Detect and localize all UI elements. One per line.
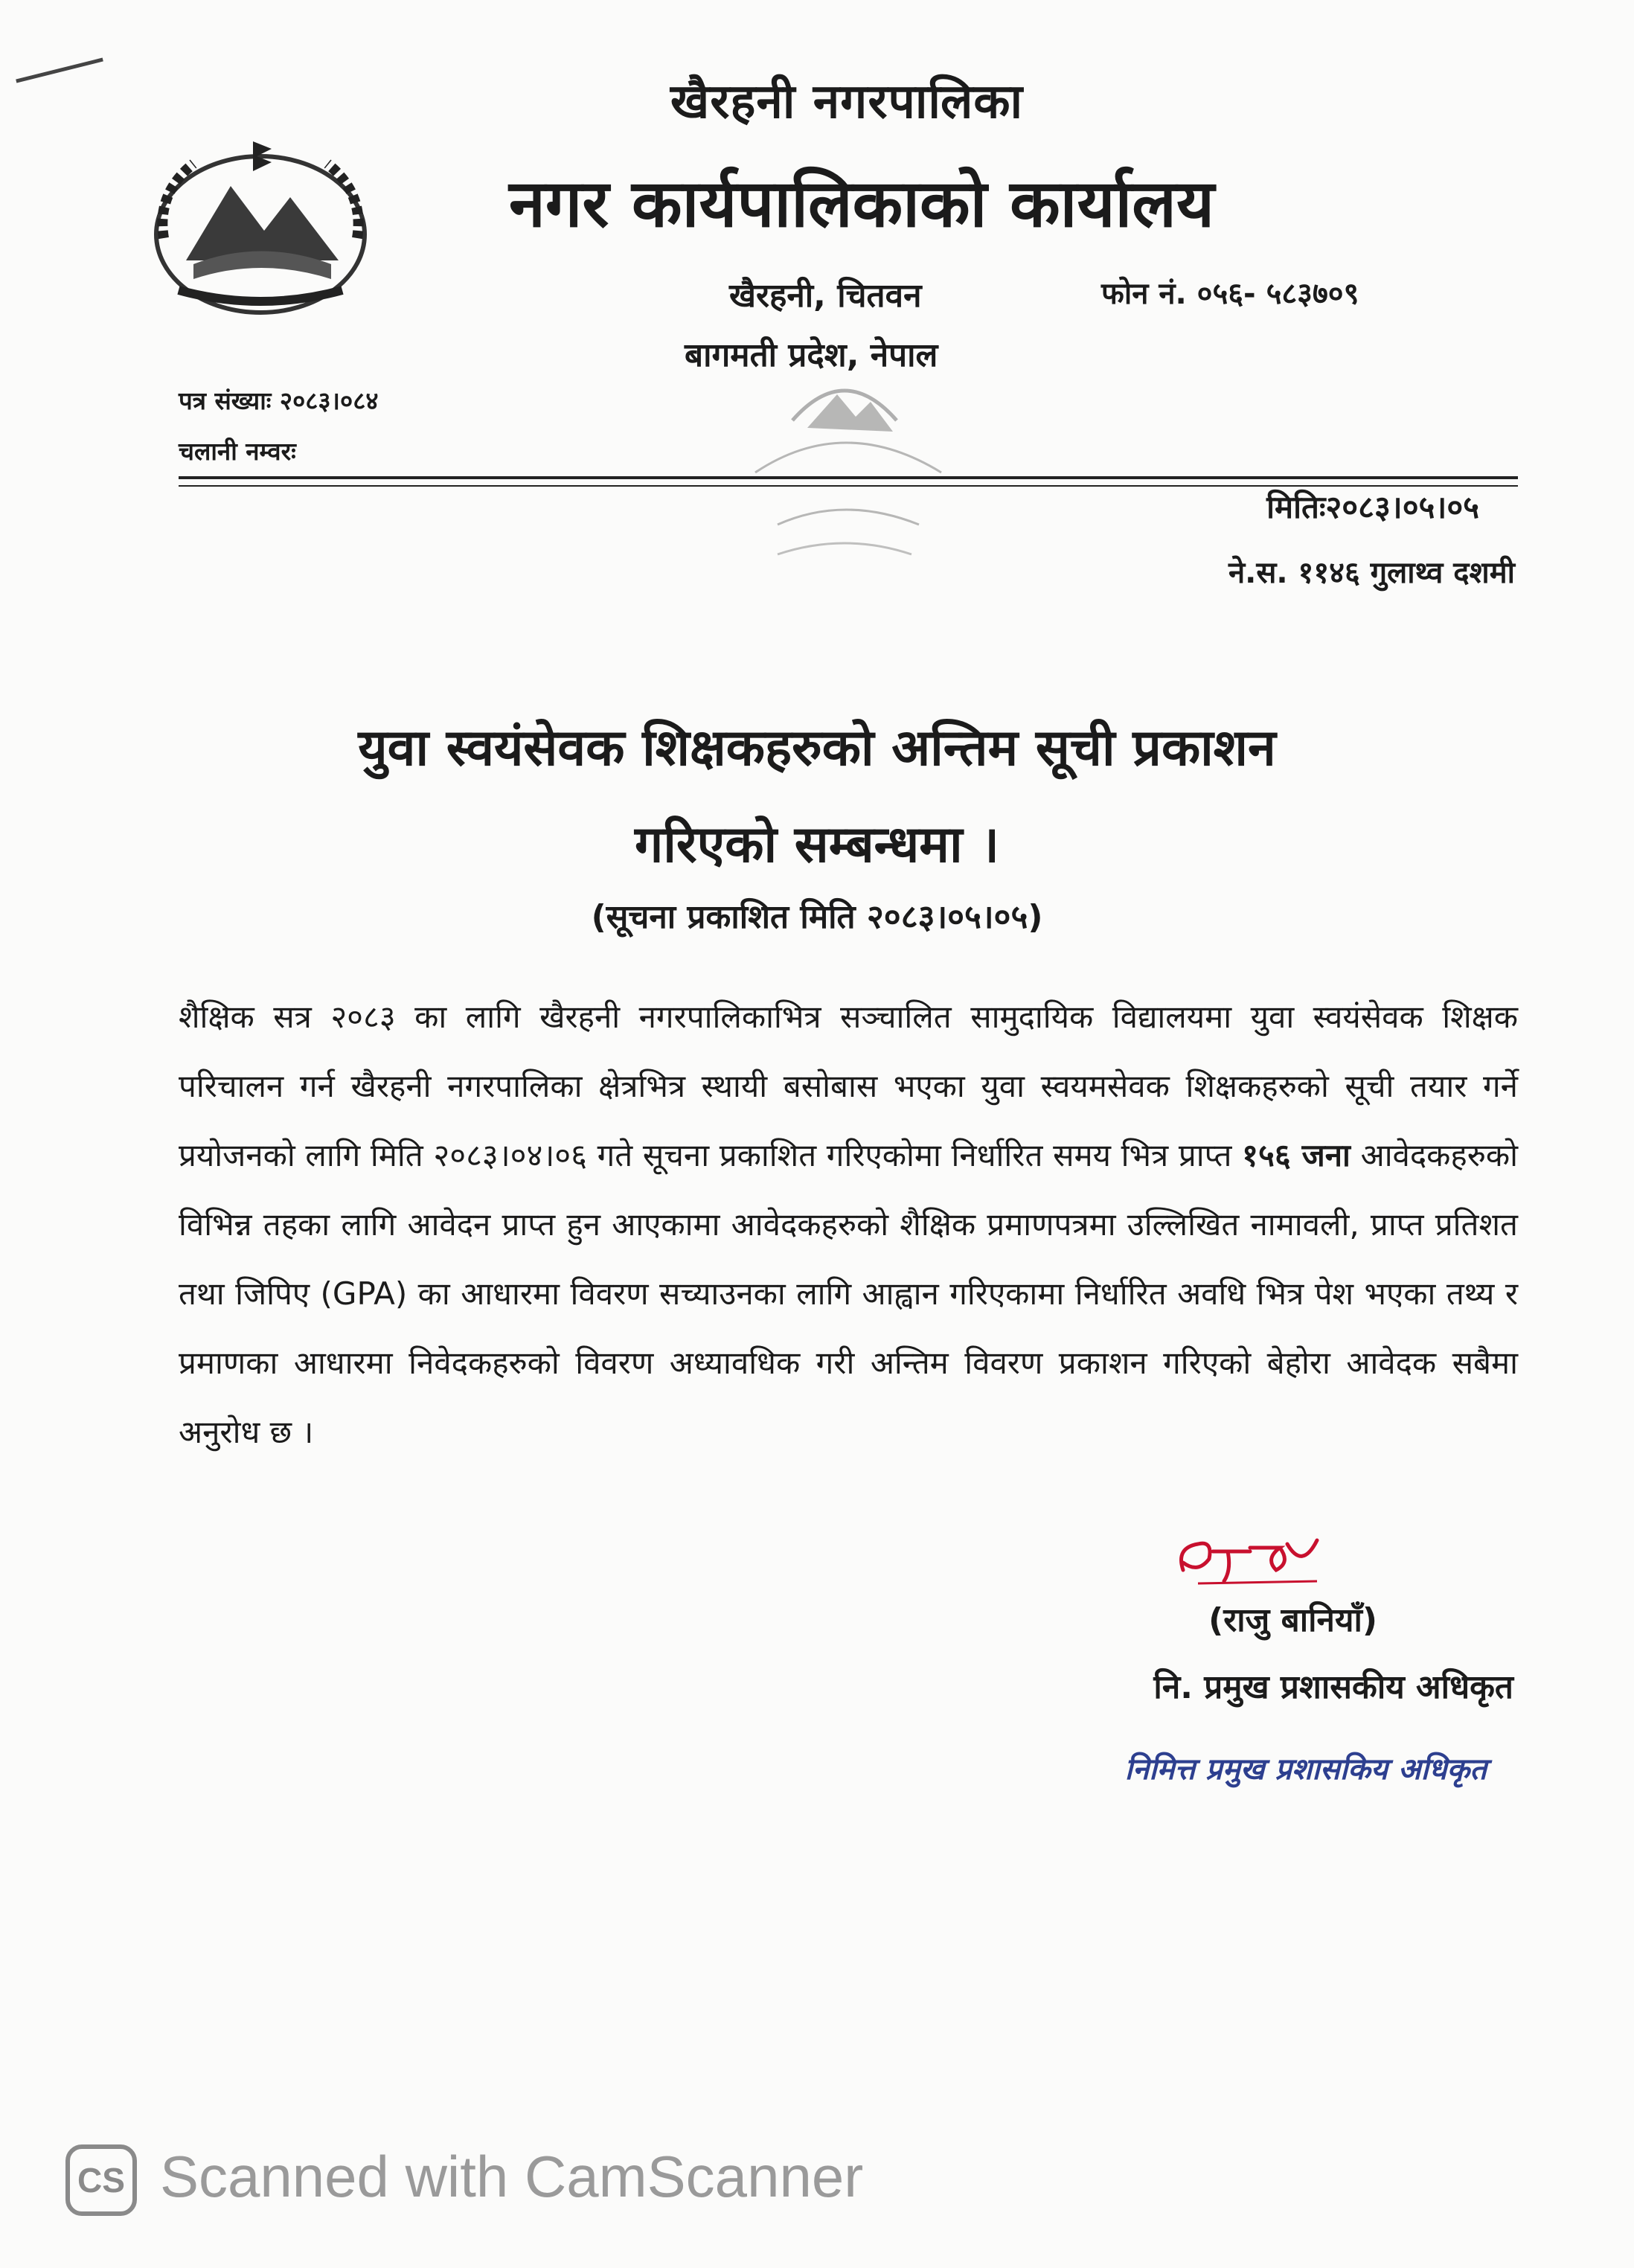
nepal-era-date: ने.स. ११४६ गुलाथ्व दशमी <box>1228 556 1515 590</box>
notice-body <box>179 982 1518 1467</box>
body-text-part-2: आवेदकहरुको विभिन्न तहका लागि आवेदन प्राप्त हुन आएकामा आवेदकहरुको शैक्षिक प्रमाणपत्रमा उल्लिखित नामावली, प्राप्त प्रतिशत तथा जिपिए (GPA) का आधारमा विवरण सच्याउनका लागि आह्वान गरिएकामा निर्धारित अवधि भित्र पेश भएका तथ्य र प्रमाणका आधारमा निवेदकहरुको विवरण अध्यावधिक गरी अन्तिम विवरण प्रकाशन गरिएको बेहोरा आवेदक सबैमा अनुरोध छ । <box>179 1137 1518 1450</box>
address-line-1: खैरहनी, चितवन <box>729 277 922 315</box>
signer-name: (राजु बानियाँ) <box>1208 1601 1377 1639</box>
signer-title: नि. प्रमुख प्रशासकीय अधिकृत <box>1153 1668 1513 1706</box>
phone-number: फोन नं. ०५६- ५८३७०९ <box>1101 277 1359 311</box>
municipality-name: खैरहनी नगरपालिका <box>670 74 1024 129</box>
notice-publish-date: (सूचना प्रकाशित मिति २०८३।०५।०५) <box>591 898 1043 936</box>
applicant-count: १५६ जना <box>1242 1137 1351 1173</box>
subject-line-1: युवा स्वयंसेवक शिक्षकहरुको अन्तिम सूची प्रकाशन <box>358 719 1276 778</box>
body-text-part-1: शैक्षिक सत्र २०८३ का लागि खैरहनी नगरपालिकाभित्र सञ्चालित सामुदायिक विद्यालयमा युवा स्वयंसेवक शिक्षक परिचालन गर्न खैरहनी नगरपालिका क्षेत्रभित्र स्थायी बसोबास भएका युवा स्वयमसेवक शिक्षकहरुको सूची तयार गर्ने प्रयोजनको लागि मिति २०८३।०४।०६ गते सूचना प्रकाशित गरिएकोमा निर्धारित समय भित्र प्राप्त <box>179 999 1518 1173</box>
camscanner-logo-icon: CS <box>65 2144 137 2216</box>
office-name: नगर कार्यपालिकाको कार्यालय <box>509 165 1214 242</box>
address-line-2: बागमती प्रदेश, नेपाल <box>685 336 938 374</box>
signer-designation-stamp: निमित्त प्रमुख प्रशासकिय अधिकृत <box>1124 1752 1487 1787</box>
letter-date: मितिः२०८३।०५।०५ <box>1266 489 1479 525</box>
subject-line-2: गरिएको सम्बन्धमा । <box>634 816 1000 874</box>
handwritten-signature <box>1168 1518 1332 1592</box>
office-seal-stamp <box>725 331 964 577</box>
letter-number: पत्र संख्याः २०८३।०८४ <box>179 386 379 415</box>
dispatch-number: चलानी नम्वरः <box>179 437 296 466</box>
camscanner-watermark: Scanned with CamScanner <box>160 2144 864 2209</box>
